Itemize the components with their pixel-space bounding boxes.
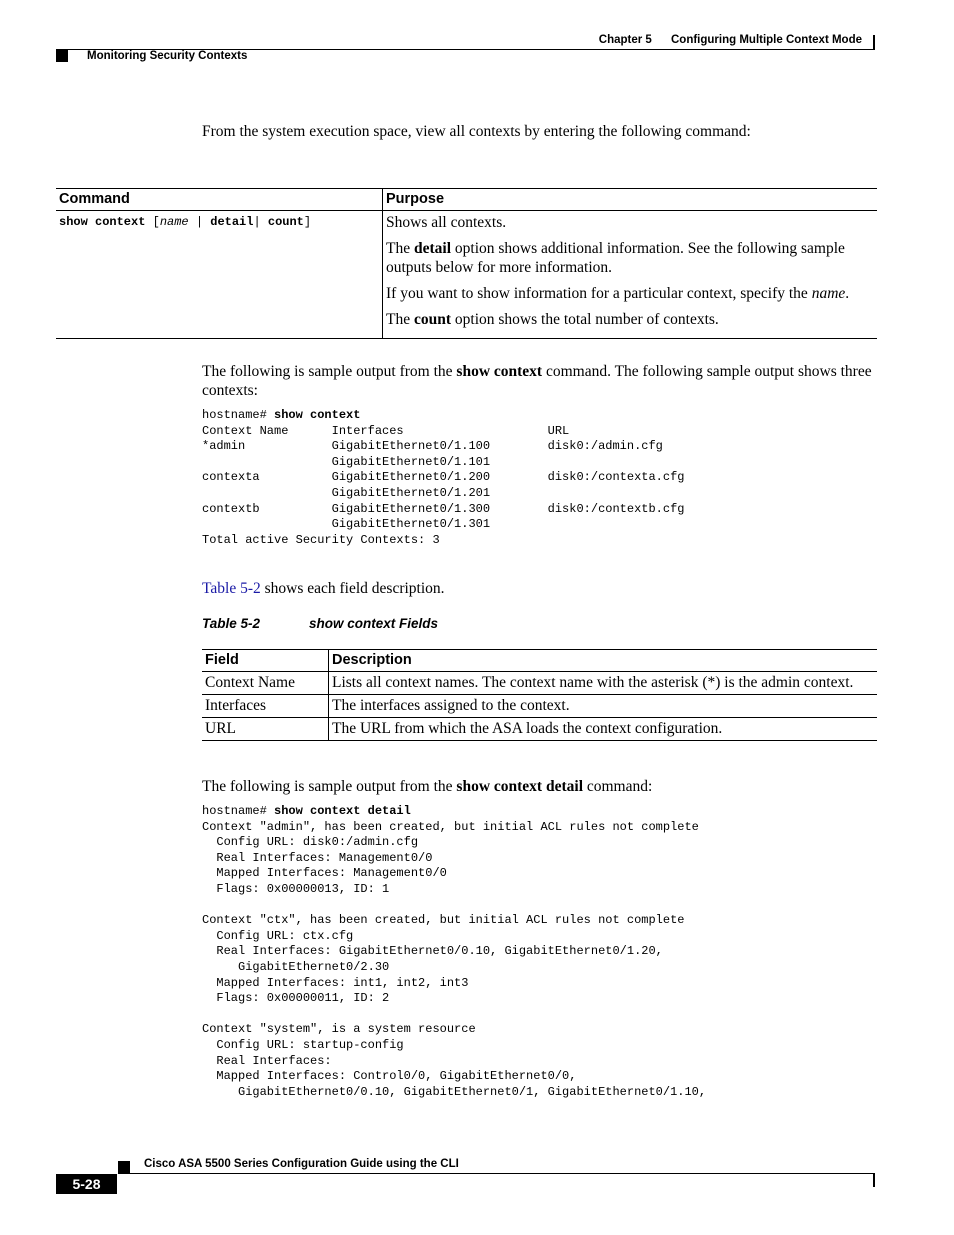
purpose-line-4: The count option shows the total number of contexts. [386, 311, 719, 328]
table-row [202, 718, 877, 741]
page-number: 5-28 [56, 1174, 117, 1194]
sample1-code [202, 408, 684, 548]
header-bar [873, 35, 875, 50]
description-cell: Lists all context names. The context name with the asterisk (*) is the admin context. [329, 672, 878, 695]
description-cell: The URL from which the ASA loads the context configuration. [329, 718, 878, 741]
purpose-cell [383, 211, 878, 339]
command-bracket: [ [145, 215, 160, 229]
sample1-command: show context [274, 408, 361, 422]
field-header: Field [202, 650, 329, 672]
description-cell: The interfaces assigned to the context. [329, 695, 878, 718]
field-cell: Context Name [202, 672, 329, 695]
sample1-prompt: hostname# [202, 408, 275, 422]
header-section: Monitoring Security Contexts [87, 50, 248, 62]
command-arg-count: count [267, 215, 304, 229]
purpose-line-3: If you want to show information for a particular context, specify the name. [386, 285, 850, 302]
field-cell: URL [202, 718, 329, 741]
header-chapter: Chapter 5 Configuring Multiple Context Mode [598, 34, 862, 46]
field-cell: Interfaces [202, 695, 329, 718]
footer-bar [873, 1174, 875, 1187]
command-table-row [56, 211, 877, 339]
description-header: Description [329, 650, 878, 672]
table-5-2-link[interactable]: Table 5-2 [202, 580, 261, 597]
sample2-command: show context detail [274, 804, 411, 818]
table-reference: Table 5-2 shows each field description. [202, 580, 445, 597]
footer-title: Cisco ASA 5500 Series Configuration Guide using the CLI [144, 1158, 459, 1170]
sample2-code [202, 804, 706, 1100]
command-keyword: show context [59, 215, 146, 229]
command-bracket: ] [303, 215, 312, 229]
purpose-line-1: Shows all contexts. [386, 214, 507, 231]
footer-marker [118, 1161, 130, 1173]
command-sep: | [253, 215, 268, 229]
command-arg-name: name [159, 215, 189, 229]
header-marker [56, 50, 68, 62]
sample2-intro: The following is sample output from the show context detail command: [202, 778, 653, 795]
sample2-prompt: hostname# [202, 804, 275, 818]
table-caption-number: Table 5-2 [202, 616, 261, 631]
sample1-intro: The following is sample output from the show context command. The following sample output shows three contexts: [202, 363, 872, 399]
purpose-header: Purpose [383, 189, 878, 211]
command-cell [56, 211, 383, 339]
footer-rule [118, 1173, 875, 1174]
sample2-output: Context "admin", has been created, but initial ACL rules not complete Config URL: disk0:/admin.cfg Real Interfaces: Management0/0 Mapped Interfaces: Management0/0 Flags: 0x00000013, ID: 1 Context "ctx", has been created, but initial ACL rules not complete Config URL: ctx.cfg Real Interfaces: GigabitEthernet0/0.10, GigabitEthernet0/1.20, GigabitEthernet0/2.30 Mapped Interfaces: int1, int2, int3 Flags: 0x00000011, ID: 2 Context "system", is a system resource Config URL: startup-config Real Interfaces: Mapped Interfaces: Control0/0, GigabitEthernet0/0, GigabitEthernet0/0.10, GigabitEthernet0/1, GigabitEthernet0/1.10, [202, 819, 707, 1099]
command-sep: | [188, 215, 211, 229]
table-row [202, 672, 877, 695]
command-table [56, 188, 877, 339]
table-caption-title: show context Fields [309, 616, 439, 631]
intro-text: From the system execution space, view all contexts by entering the following command: [202, 123, 751, 140]
command-arg-detail: detail [210, 215, 254, 229]
command-header: Command [56, 189, 383, 211]
purpose-line-2: The detail option shows additional information. See the following sample outputs below for more information. [386, 240, 845, 276]
sample1-output: Context Name Interfaces URL *admin GigabitEthernet0/1.100 disk0:/admin.cfg GigabitEthernet0/1.101 contexta GigabitEthernet0/1.200 disk0:/contexta.cfg GigabitEthernet0/1.201 contextb GigabitEthernet0/1.300 disk0:/contextb.cfg GigabitEthernet0/1.301 Total active Security Contexts: 3 [202, 423, 685, 547]
fields-table [202, 649, 877, 741]
fields-table-header [202, 650, 877, 672]
table-row [202, 695, 877, 718]
command-table-header [56, 189, 877, 211]
